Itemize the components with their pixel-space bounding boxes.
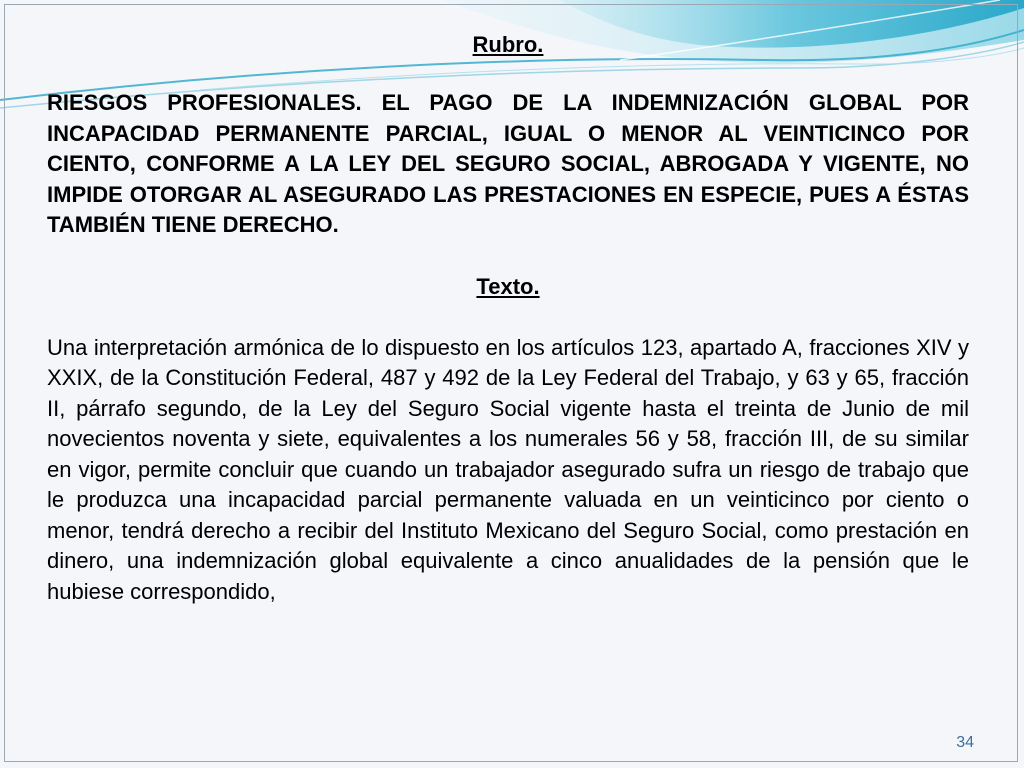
- rubro-heading: Rubro.: [472, 32, 544, 57]
- texto-body: Una interpretación armónica de lo dispuesto en los artículos 123, apartado A, fracciones XIV y XXIX, de la Constitución Federal, 487 y 492 de la Ley Federal del Trabajo, y 63 y 65, fracción II, párrafo segundo, de la Ley del Seguro Social vigente hasta el treinta de Junio de mil novecientos noventa y siete, equivalentes a los numerales 56 y 58, fracción III, de su similar en vigor, permite concluir que cuando un trabajador asegurado sufra un riesgo de trabajo que le produzca una incapacidad parcial permanente valuada en un veinticinco por ciento o menor, tendrá derecho a recibir del Instituto Mexicano del Seguro Social, como prestación en dinero, una indemnización global equivalente a cinco anualidades de la pensión que le hubiese correspondido,: [47, 334, 969, 604]
- texto-heading: Texto.: [476, 273, 540, 299]
- rubro-text: RIESGOS PROFESIONALES. EL PAGO DE LA INDEMNIZACIÓN GLOBAL POR INCAPACIDAD PERMANENTE PARCIAL, IGUAL O MENOR AL VEINTICINCO POR CIENTO, CONFORME A LA LEY DEL SEGURO SOCIAL, ABROGADA Y VIGENTE, NO IMPIDE OTORGAR AL ASEGURADO LAS PRESTACIONES EN ESPECIE, PUES A ÉSTAS TAMBIÉN TIENE DERECHO.: [47, 90, 969, 237]
- slide-content: [47, 30, 969, 607]
- page-number: 34: [956, 734, 974, 751]
